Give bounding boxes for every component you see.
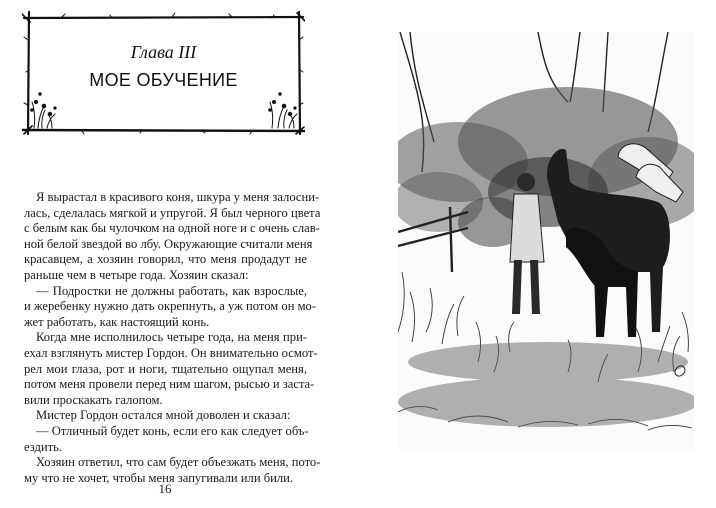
text-line: Хозяин ответил, что сам будет объезжать меня, пото- bbox=[36, 455, 321, 470]
text-line: Когда мне исполнилось четыре года, на меня при- bbox=[36, 330, 307, 345]
text-line: — Отличный будет конь, если его как следует объ- bbox=[36, 423, 309, 438]
text-line: Мистер Гордон остался мной доволен и сказал: bbox=[36, 408, 291, 423]
illustration bbox=[398, 32, 694, 450]
body-text bbox=[24, 190, 321, 486]
text-line: потом меня провели перед ним шагом, рысью и застa- bbox=[24, 377, 315, 392]
text-line: ной белой звездой во лбу. Окружающие считали меня bbox=[24, 236, 313, 251]
text-line: красавцем, а хозяин говорил, что меня продадут не bbox=[24, 252, 307, 267]
engraving-horses-and-man-in-meadow-icon bbox=[398, 32, 694, 450]
page-number: 16 bbox=[158, 481, 172, 496]
chapter-title: МОЕ ОБУЧЕНИЕ bbox=[89, 70, 238, 90]
text-line: ездить. bbox=[24, 439, 63, 454]
text-line: му что не хочет, чтобы меня запугивали или били. bbox=[24, 470, 294, 485]
text-line: — Подростки не должны работать, как взрослые, bbox=[36, 283, 307, 298]
text-line: ехал взглянуть мистер Гордон. Он внимательно осмот- bbox=[24, 345, 318, 360]
text-line: и жеребенку нужно дать окрепнуть, а уж потом он мо- bbox=[24, 299, 317, 314]
text-line: лась, сделалась мягкой и упругой. Я был черного цвета bbox=[24, 205, 321, 220]
text-line: Я вырастал в красивого коня, шкура у меня залосни- bbox=[36, 190, 320, 204]
text-line: вили проскакать галопом. bbox=[24, 392, 163, 407]
text-line: раньше чем в четыре года. Хозяин сказал: bbox=[24, 267, 249, 282]
text-line: рел мои глаза, рот и ноги, тщательно ощупал меня, bbox=[24, 361, 307, 376]
chapter-label: Глава III bbox=[130, 42, 197, 62]
text-line: с белым как бы чулочком на одной ноге и с очень слав- bbox=[24, 221, 320, 236]
text-line: жет работать, как настоящий конь. bbox=[24, 314, 210, 329]
